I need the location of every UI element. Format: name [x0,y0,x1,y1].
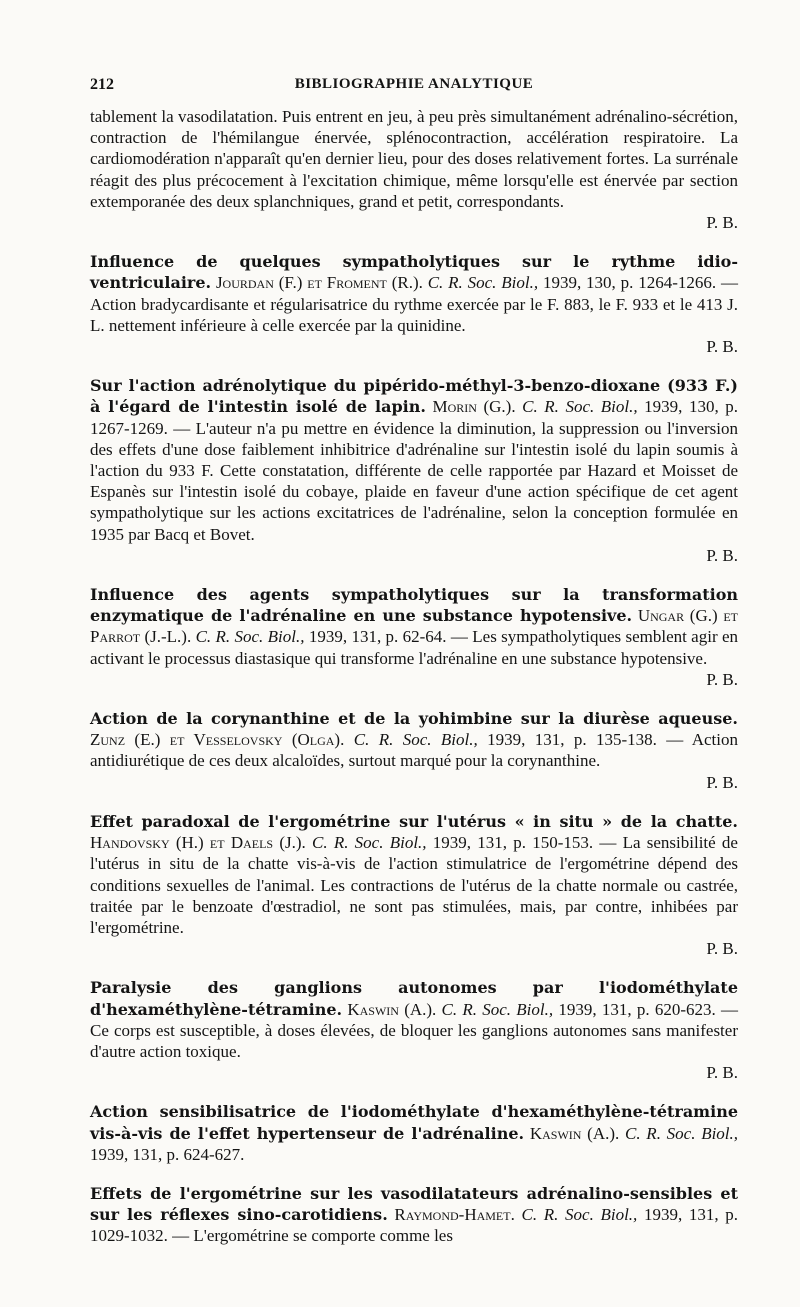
intro-text: tablement la vasodilatation. Puis entrent en jeu, à peu près simultanément adrénalino-sécrétion, contraction de l'hémilangue énervée, splénocontraction, accélération respiratoire. La cardiomodération n'apparaît qu'en dernier lieu, pour des doses relativement fortes. La surrénale réagit des plus précocement à l'excitation chimique, même lorsqu'elle est énervée par section extemporanée des deux splanchniques, grand et petit, correspondants. [90,107,738,211]
entry-title: Influence de quelques sympatholytiques sur le rythme idio-ventriculaire. [90,252,738,293]
entry-reference: 1939, 131, p. 62-64. [308,627,447,647]
entry-journal: C. R. Soc. Biol., [521,1205,638,1225]
bibliography-entry [90,1183,738,1247]
entry-summary: — Action bradycardisante et régularisatrice du rythme exercée par le F. 883, le F. 933 et le 413 J. L. nettement inférieure à celle exercée par la quinidine. [90,273,738,335]
entry-reference: 1939, 130, p. 1267-1269. [90,397,739,438]
entry-journal: C. R. Soc. Biol., [195,627,305,647]
entry-title: Action de la corynanthine et de la yohimbine sur la diurèse aqueuse. [90,709,738,729]
bibliography-entry [90,811,738,959]
entry-title: Effet paradoxal de l'ergométrine sur l'utérus « in situ » de la chatte. [90,811,738,831]
entry-authors: Kaswin (A.). [347,999,437,1019]
entry-summary: — Les sympatholytiques semblent agir en activant le processus diastasique qui transforme l'adrénaline en une substance hypotensive. [90,627,739,668]
entry-reference: 1939, 131, p. 135-138. [487,730,657,750]
entry-journal: C. R. Soc. Biol., [427,273,539,293]
signature: P. B. [706,772,738,792]
entry-journal: C. R. Soc. Biol., [522,397,638,417]
entry-reference: 1939, 131, p. 620-623. [558,999,716,1019]
page-body [90,106,738,1265]
signature: P. B. [706,669,738,689]
entry-authors: Handovsky (H.) et Daels (J.). [90,833,306,853]
entry-authors: Zunz (E.) et Vesselovsky (Olga). [90,730,345,750]
entry-reference: 1939, 131, p. 150-153. [432,833,594,853]
entry-title: Sur l'action adrénolytique du pipérido-méthyl-3-benzo-dioxane (933 F.) à l'égard de l'intestin isolé de lapin. [90,376,738,417]
entry-title: Action sensibilisatrice de l'iodométhylate d'hexaméthylène-tétramine vis-à-vis de l'effet hypertenseur de l'adrénaline. [90,1102,738,1143]
signature: P. B. [706,213,738,233]
entry-authors: Raymond-Hamet. [394,1205,515,1225]
entry-authors: Kaswin (A.). [529,1123,620,1143]
entry-authors: Ungar (G.) et Parrot (J.-L.). [90,606,739,647]
entry-summary: — La sensibilité de l'utérus in situ de la chatte vis-à-vis de l'action stimulatrice de l'ergométrine dépend des conditions sexuelles de l'animal. Les contractions de l'utérus de la chatte normale ou castrée, traitée par le benzoate d'œstradiol, ne sont pas stimulées, mais, par contre, inhibées par l'ergométrine. [90,833,738,937]
entry-journal: C. R. Soc. Biol., [312,833,427,853]
entry-reference: 1939, 131, p. 1029-1032. [90,1205,739,1246]
entry-summary: — L'auteur n'a pu mettre en évidence la diminution, la suppression ou l'inversion des effets d'une dose faiblement inhibitrice d'adrénaline sur l'intestin isolé du lapin soumis à l'action du 933 F. Cette constatation, différente de celle rapportée par Hazard et Moisset de Espanès sur l'intestin isolé du cobaye, plaide en faveur d'une action spécifique de cet agent sympatholytique sur les actions excitatrices de l'adrénaline, selon la conception formulée en 1935 par Bacq et Bovet. [90,418,738,544]
signature: P. B. [706,337,738,357]
entry-reference: 1939, 131, p. 624-627. [90,1144,245,1164]
running-head [90,76,738,98]
bibliography-entry [90,584,738,690]
entry-authors: Morin (G.). [432,397,516,417]
entries-list [90,251,738,1246]
running-title: BIBLIOGRAPHIE ANALYTIQUE [294,76,534,92]
entry-summary: — Ce corps est susceptible, à doses élevées, de bloquer les ganglions autonomes sans manifester d'autre action toxique. [90,999,739,1061]
bibliography-entry [90,375,738,566]
entry-summary: — Action antidiurétique de ces deux alcaloïdes, surtout marqué pour la corynanthine. [90,730,739,771]
signature: P. B. [706,1063,738,1083]
entry-journal: C. R. Soc. Biol., [625,1123,739,1143]
entry-journal: C. R. Soc. Biol., [353,730,478,750]
entry-title: Paralysie des ganglions autonomes par l'iodométhylate d'hexaméthylène-tétramine. [90,978,738,1019]
bibliography-entry [90,708,738,793]
bibliography-entry [90,1101,738,1165]
entry-summary: — L'ergométrine se comporte comme les [172,1226,453,1246]
signature: P. B. [706,939,738,959]
page-number: 212 [90,76,114,93]
entry-journal: C. R. Soc. Biol., [441,999,554,1019]
intro-paragraph [90,106,738,233]
signature: P. B. [706,545,738,565]
bibliography-entry [90,251,738,357]
entry-title: Effets de l'ergométrine sur les vasodilatateurs adrénalino-sensibles et sur les réflexes sino-carotidiens. [90,1183,738,1225]
entry-title: Influence des agents sympatholytiques sur la transformation enzymatique de l'adrénaline en une substance hypotensive. [90,585,738,626]
bibliography-entry [90,977,738,1083]
entry-reference: 1939, 130, p. 1264-1266. [542,273,717,293]
entry-authors: Jourdan (F.) et Froment (R.). [215,273,423,293]
